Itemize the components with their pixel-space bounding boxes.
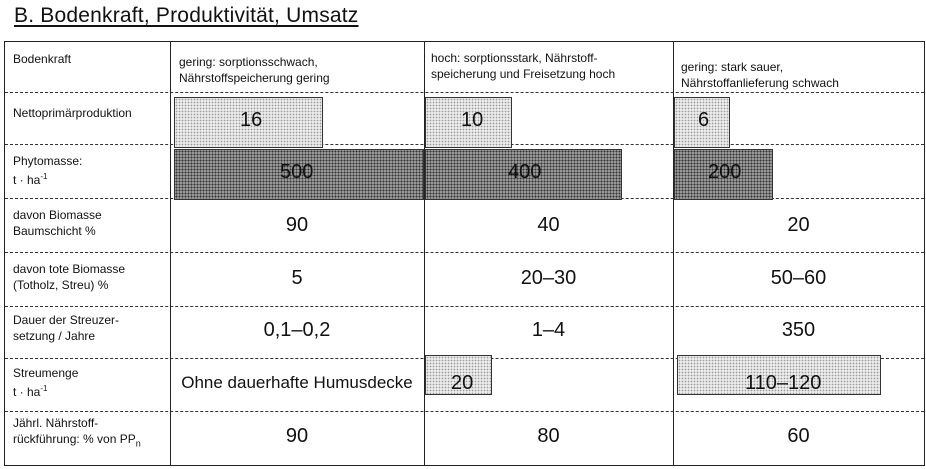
phytomasse-value-col3: 200 — [708, 161, 742, 183]
row-label-npp: Nettoprimärproduktion — [13, 106, 132, 120]
row-label-naehrstoffrueckfuehrung: Jährl. Nährstoff- rückführung: % von $PP_n$ — [13, 416, 141, 449]
tote-biomasse-value-col2: 20–30 — [520, 267, 577, 289]
tote-biomasse-value-col3: 50–60 — [770, 267, 827, 289]
column-header-2: hoch: sorptionsstark, Nährstoff- speicherung und Freisetzung hoch — [431, 51, 616, 81]
baumschicht-value-col2: 40 — [537, 214, 560, 236]
row-divider — [5, 92, 924, 93]
npp-value-col1: 16 — [240, 109, 263, 131]
npp-value-col2: 10 — [461, 109, 484, 131]
streuzersetzung-value-col1: 0,1–0,2 — [263, 319, 331, 341]
baumschicht-value-col1: 90 — [285, 214, 309, 236]
phytomasse-value-col2: 400 — [508, 161, 542, 183]
streuzersetzung-value-col2: 1–4 — [531, 319, 566, 341]
row-divider — [5, 252, 924, 253]
baumschicht-value-col3: 20 — [787, 214, 810, 236]
phytomasse-value-col1: 500 — [280, 161, 314, 183]
row-label-tote-biomasse: davon tote Biomasse (Totholz, Streu) % — [13, 262, 126, 292]
row-label-bodenkraft: Bodenkraft — [13, 52, 72, 66]
row-divider — [5, 306, 924, 307]
streumenge-value-col3: 110–120 — [745, 372, 822, 394]
data-table — [4, 41, 925, 466]
streuzersetzung-value-col3: 350 — [781, 319, 816, 341]
page-title: B. Bodenkraft, Produktivität, Umsatz — [14, 4, 359, 27]
streumenge-value-col2: 20 — [451, 372, 474, 394]
naehrstoffrueckfuehrung-value-col3: 60 — [787, 425, 810, 447]
row-label-streumenge: Streumenge $t \cdot ha^{-1}$ — [13, 366, 79, 399]
row-divider — [5, 411, 924, 412]
row-label-streuzersetzung: Dauer der Streuzer- setzung / Jahre — [13, 313, 120, 343]
column-header-1: gering: sorptionsschwach, Nährstoffspeicherung gering — [179, 55, 330, 85]
npp-value-col3: 6 — [698, 109, 710, 131]
naehrstoffrueckfuehrung-value-col2: 80 — [537, 425, 560, 447]
row-label-phytomasse: Phytomasse: $t \cdot ha^{-1}$ — [13, 154, 83, 187]
column-header-3: gering: stark sauer, Nährstoffanlieferung schwach — [681, 60, 839, 90]
naehrstoffrueckfuehrung-value-col1: 90 — [285, 425, 309, 447]
row-label-baumschicht: davon Biomasse Baumschicht % — [13, 208, 102, 238]
streumenge-value-col1: Ohne dauerhafte Humusdecke — [181, 373, 413, 392]
column-divider — [170, 42, 171, 465]
tote-biomasse-value-col1: 5 — [291, 267, 303, 289]
